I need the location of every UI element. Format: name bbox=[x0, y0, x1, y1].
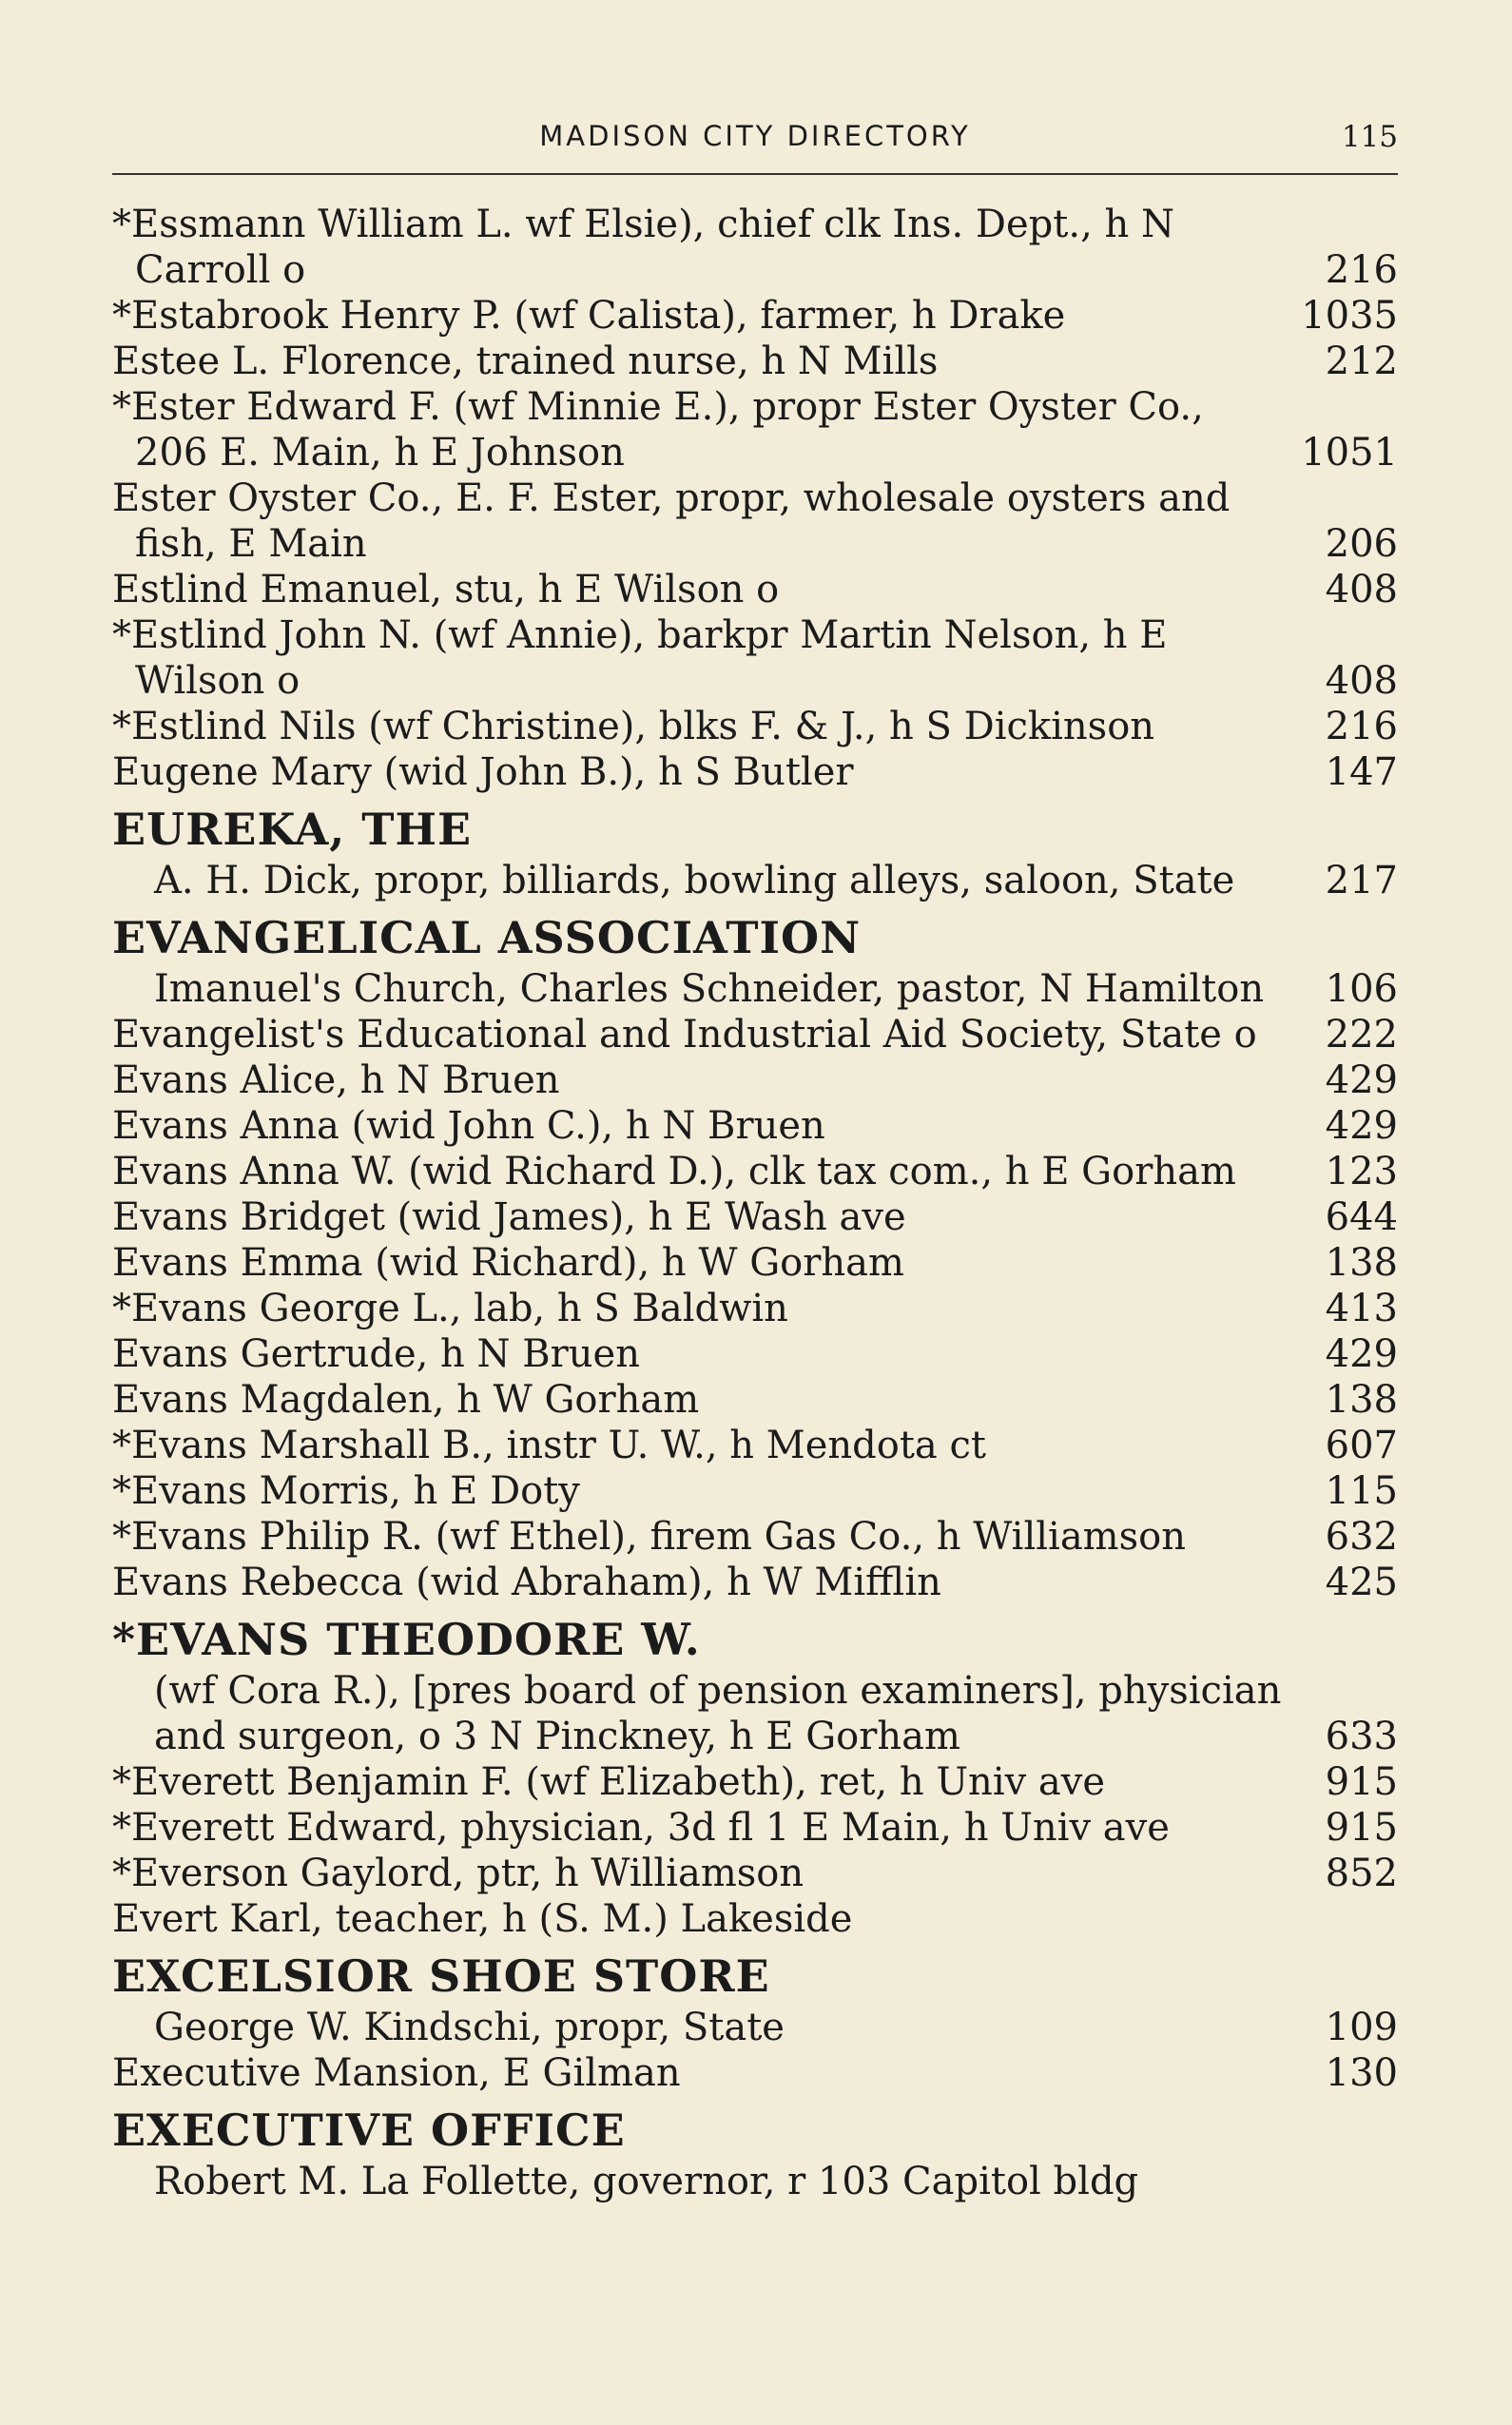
entry-text: *Estlind John N. (wf Annie), barkpr Martin Nelson, h E Wilson o bbox=[112, 613, 1168, 703]
directory-entry bbox=[112, 1805, 1398, 1851]
entry-text: *Evans Philip R. (wf Ethel), firem Gas Co., h Williamson bbox=[112, 1515, 1186, 1559]
entry-phone-number: 206 bbox=[1325, 522, 1398, 566]
directory-entry bbox=[112, 339, 1398, 384]
entry-phone-number: 644 bbox=[1325, 1195, 1398, 1239]
entry-phone-number: 138 bbox=[1325, 1241, 1398, 1285]
entry-phone-number: 429 bbox=[1325, 1332, 1398, 1376]
entry-text: Robert M. La Follette, governor, r 103 Capitol bldg bbox=[154, 2160, 1139, 2203]
directory-entry bbox=[112, 1560, 1398, 1605]
directory-entry bbox=[112, 858, 1398, 903]
entry-phone-number: 408 bbox=[1325, 568, 1398, 611]
entry-text: Ester Oyster Co., E. F. Ester, propr, wholesale oysters and fish, E Main bbox=[112, 476, 1231, 566]
entry-text: Evangelist's Educational and Industrial Aid Society, State o bbox=[112, 1013, 1257, 1057]
header-rule bbox=[112, 173, 1398, 175]
directory-entry bbox=[112, 704, 1398, 749]
directory-entry bbox=[112, 749, 1398, 795]
business-heading: EXECUTIVE OFFICE bbox=[112, 2105, 626, 2156]
entry-phone-number: 408 bbox=[1325, 659, 1398, 703]
entry-phone-number: 212 bbox=[1325, 340, 1398, 383]
business-heading: EUREKA, THE bbox=[112, 804, 473, 855]
directory-entry bbox=[112, 1057, 1398, 1103]
entry-text: Estee L. Florence, trained nurse, h N Mills bbox=[112, 340, 939, 383]
directory-entry bbox=[112, 1423, 1398, 1468]
entry-text: Evans Anna (wid John C.), h N Bruen bbox=[112, 1104, 825, 1148]
entry-text: Imanuel's Church, Charles Schneider, pastor, N Hamilton bbox=[154, 967, 1265, 1011]
directory-entry bbox=[112, 1331, 1398, 1377]
business-heading: EXCELSIOR SHOE STORE bbox=[112, 1950, 770, 2002]
entry-text: Estlind Emanuel, stu, h E Wilson o bbox=[112, 568, 780, 611]
entry-phone-number: 852 bbox=[1325, 1852, 1398, 1895]
entry-phone-number: 222 bbox=[1325, 1013, 1398, 1057]
running-title: MADISON CITY DIRECTORY bbox=[539, 120, 971, 152]
entry-phone-number: 1035 bbox=[1301, 294, 1398, 338]
directory-entry bbox=[112, 1514, 1398, 1560]
directory-entry bbox=[112, 567, 1398, 612]
entry-text: *Ester Edward F. (wf Minnie E.), propr Ester Oyster Co., 206 E. Main, h E Johnson bbox=[112, 385, 1204, 475]
entry-phone-number: 216 bbox=[1325, 705, 1398, 748]
directory-entry bbox=[112, 202, 1398, 293]
entry-phone-number: 429 bbox=[1325, 1058, 1398, 1102]
entry-phone-number: 425 bbox=[1325, 1561, 1398, 1604]
directory-entry bbox=[112, 1012, 1398, 1057]
directory-entry bbox=[112, 293, 1398, 339]
entry-text: Eugene Mary (wid John B.), h S Butler bbox=[112, 750, 854, 794]
directory-entry bbox=[112, 1286, 1398, 1331]
entry-text: Evans Alice, h N Bruen bbox=[112, 1058, 560, 1102]
entry-phone-number: 915 bbox=[1325, 1760, 1398, 1804]
directory-entry bbox=[112, 1668, 1398, 1759]
entry-text: Evert Karl, teacher, h (S. M.) Lakeside bbox=[112, 1897, 853, 1941]
entry-text: Evans Gertrude, h N Bruen bbox=[112, 1332, 640, 1376]
page-number: 115 bbox=[1341, 120, 1398, 154]
entry-text: *Everett Edward, physician, 3d fl 1 E Main, h Univ ave bbox=[112, 1806, 1170, 1850]
directory-entry bbox=[112, 1149, 1398, 1194]
directory-entry bbox=[112, 1896, 1398, 1942]
entry-phone-number: 138 bbox=[1325, 1378, 1398, 1422]
entry-phone-number: 633 bbox=[1325, 1715, 1398, 1758]
entry-text: *Evans Marshall B., instr U. W., h Mendota ct bbox=[112, 1424, 986, 1467]
entry-text: Evans Bridget (wid James), h E Wash ave bbox=[112, 1195, 906, 1239]
entry-phone-number: 915 bbox=[1325, 1806, 1398, 1850]
entry-phone-number: 123 bbox=[1325, 1150, 1398, 1193]
entry-phone-number: 607 bbox=[1325, 1424, 1398, 1467]
entry-phone-number: 106 bbox=[1325, 967, 1398, 1011]
entry-phone-number: 147 bbox=[1325, 750, 1398, 794]
entry-phone-number: 413 bbox=[1325, 1287, 1398, 1330]
directory-entry bbox=[112, 1240, 1398, 1286]
entry-text: Executive Mansion, E Gilman bbox=[112, 2051, 681, 2095]
entry-text: Evans Rebecca (wid Abraham), h W Mifflin bbox=[112, 1561, 941, 1604]
directory-entry bbox=[112, 384, 1398, 475]
entry-text: *Evans Morris, h E Doty bbox=[112, 1469, 580, 1513]
directory-listing bbox=[112, 202, 1398, 2204]
business-heading: *EVANS THEODORE W. bbox=[112, 1614, 701, 1665]
entry-text: Evans Anna W. (wid Richard D.), clk tax com., h E Gorham bbox=[112, 1150, 1236, 1193]
entry-text: *Everson Gaylord, ptr, h Williamson bbox=[112, 1852, 804, 1895]
entry-text: George W. Kindschi, propr, State bbox=[154, 2006, 785, 2049]
entry-text: *Estlind Nils (wf Christine), blks F. & J., h S Dickinson bbox=[112, 705, 1155, 748]
page-header bbox=[112, 120, 1398, 158]
directory-entry bbox=[112, 1103, 1398, 1149]
entry-text: Evans Magdalen, h W Gorham bbox=[112, 1378, 700, 1422]
directory-entry bbox=[112, 2050, 1398, 2096]
entry-phone-number: 1051 bbox=[1301, 431, 1398, 475]
entry-text: A. H. Dick, propr, billiards, bowling alleys, saloon, State bbox=[154, 859, 1235, 902]
entry-phone-number: 109 bbox=[1325, 2006, 1398, 2049]
directory-entry bbox=[112, 612, 1398, 704]
directory-entry bbox=[112, 1851, 1398, 1896]
entry-text: (wf Cora R.), [pres board of pension examiners], physician and surgeon, o 3 N Pinckney, h E Gorham bbox=[154, 1669, 1282, 1758]
directory-entry bbox=[112, 2159, 1398, 2204]
entry-phone-number: 130 bbox=[1325, 2051, 1398, 2095]
directory-entry bbox=[112, 1377, 1398, 1423]
entry-phone-number: 115 bbox=[1325, 1469, 1398, 1513]
entry-phone-number: 217 bbox=[1325, 859, 1398, 902]
entry-text: *Estabrook Henry P. (wf Calista), farmer, h Drake bbox=[112, 294, 1066, 338]
entry-phone-number: 632 bbox=[1325, 1515, 1398, 1559]
directory-entry bbox=[112, 475, 1398, 567]
directory-entry bbox=[112, 1468, 1398, 1514]
directory-entry bbox=[112, 2005, 1398, 2050]
business-heading: EVANGELICAL ASSOCIATION bbox=[112, 912, 862, 963]
directory-entry bbox=[112, 966, 1398, 1012]
entry-text: *Evans George L., lab, h S Baldwin bbox=[112, 1287, 788, 1330]
entry-phone-number: 429 bbox=[1325, 1104, 1398, 1148]
directory-entry bbox=[112, 1759, 1398, 1805]
entry-text: *Essmann William L. wf Elsie), chief clk Ins. Dept., h N Carroll o bbox=[112, 203, 1174, 292]
directory-entry bbox=[112, 1194, 1398, 1240]
entry-text: Evans Emma (wid Richard), h W Gorham bbox=[112, 1241, 904, 1285]
entry-phone-number: 216 bbox=[1325, 248, 1398, 292]
entry-text: *Everett Benjamin F. (wf Elizabeth), ret, h Univ ave bbox=[112, 1760, 1106, 1804]
